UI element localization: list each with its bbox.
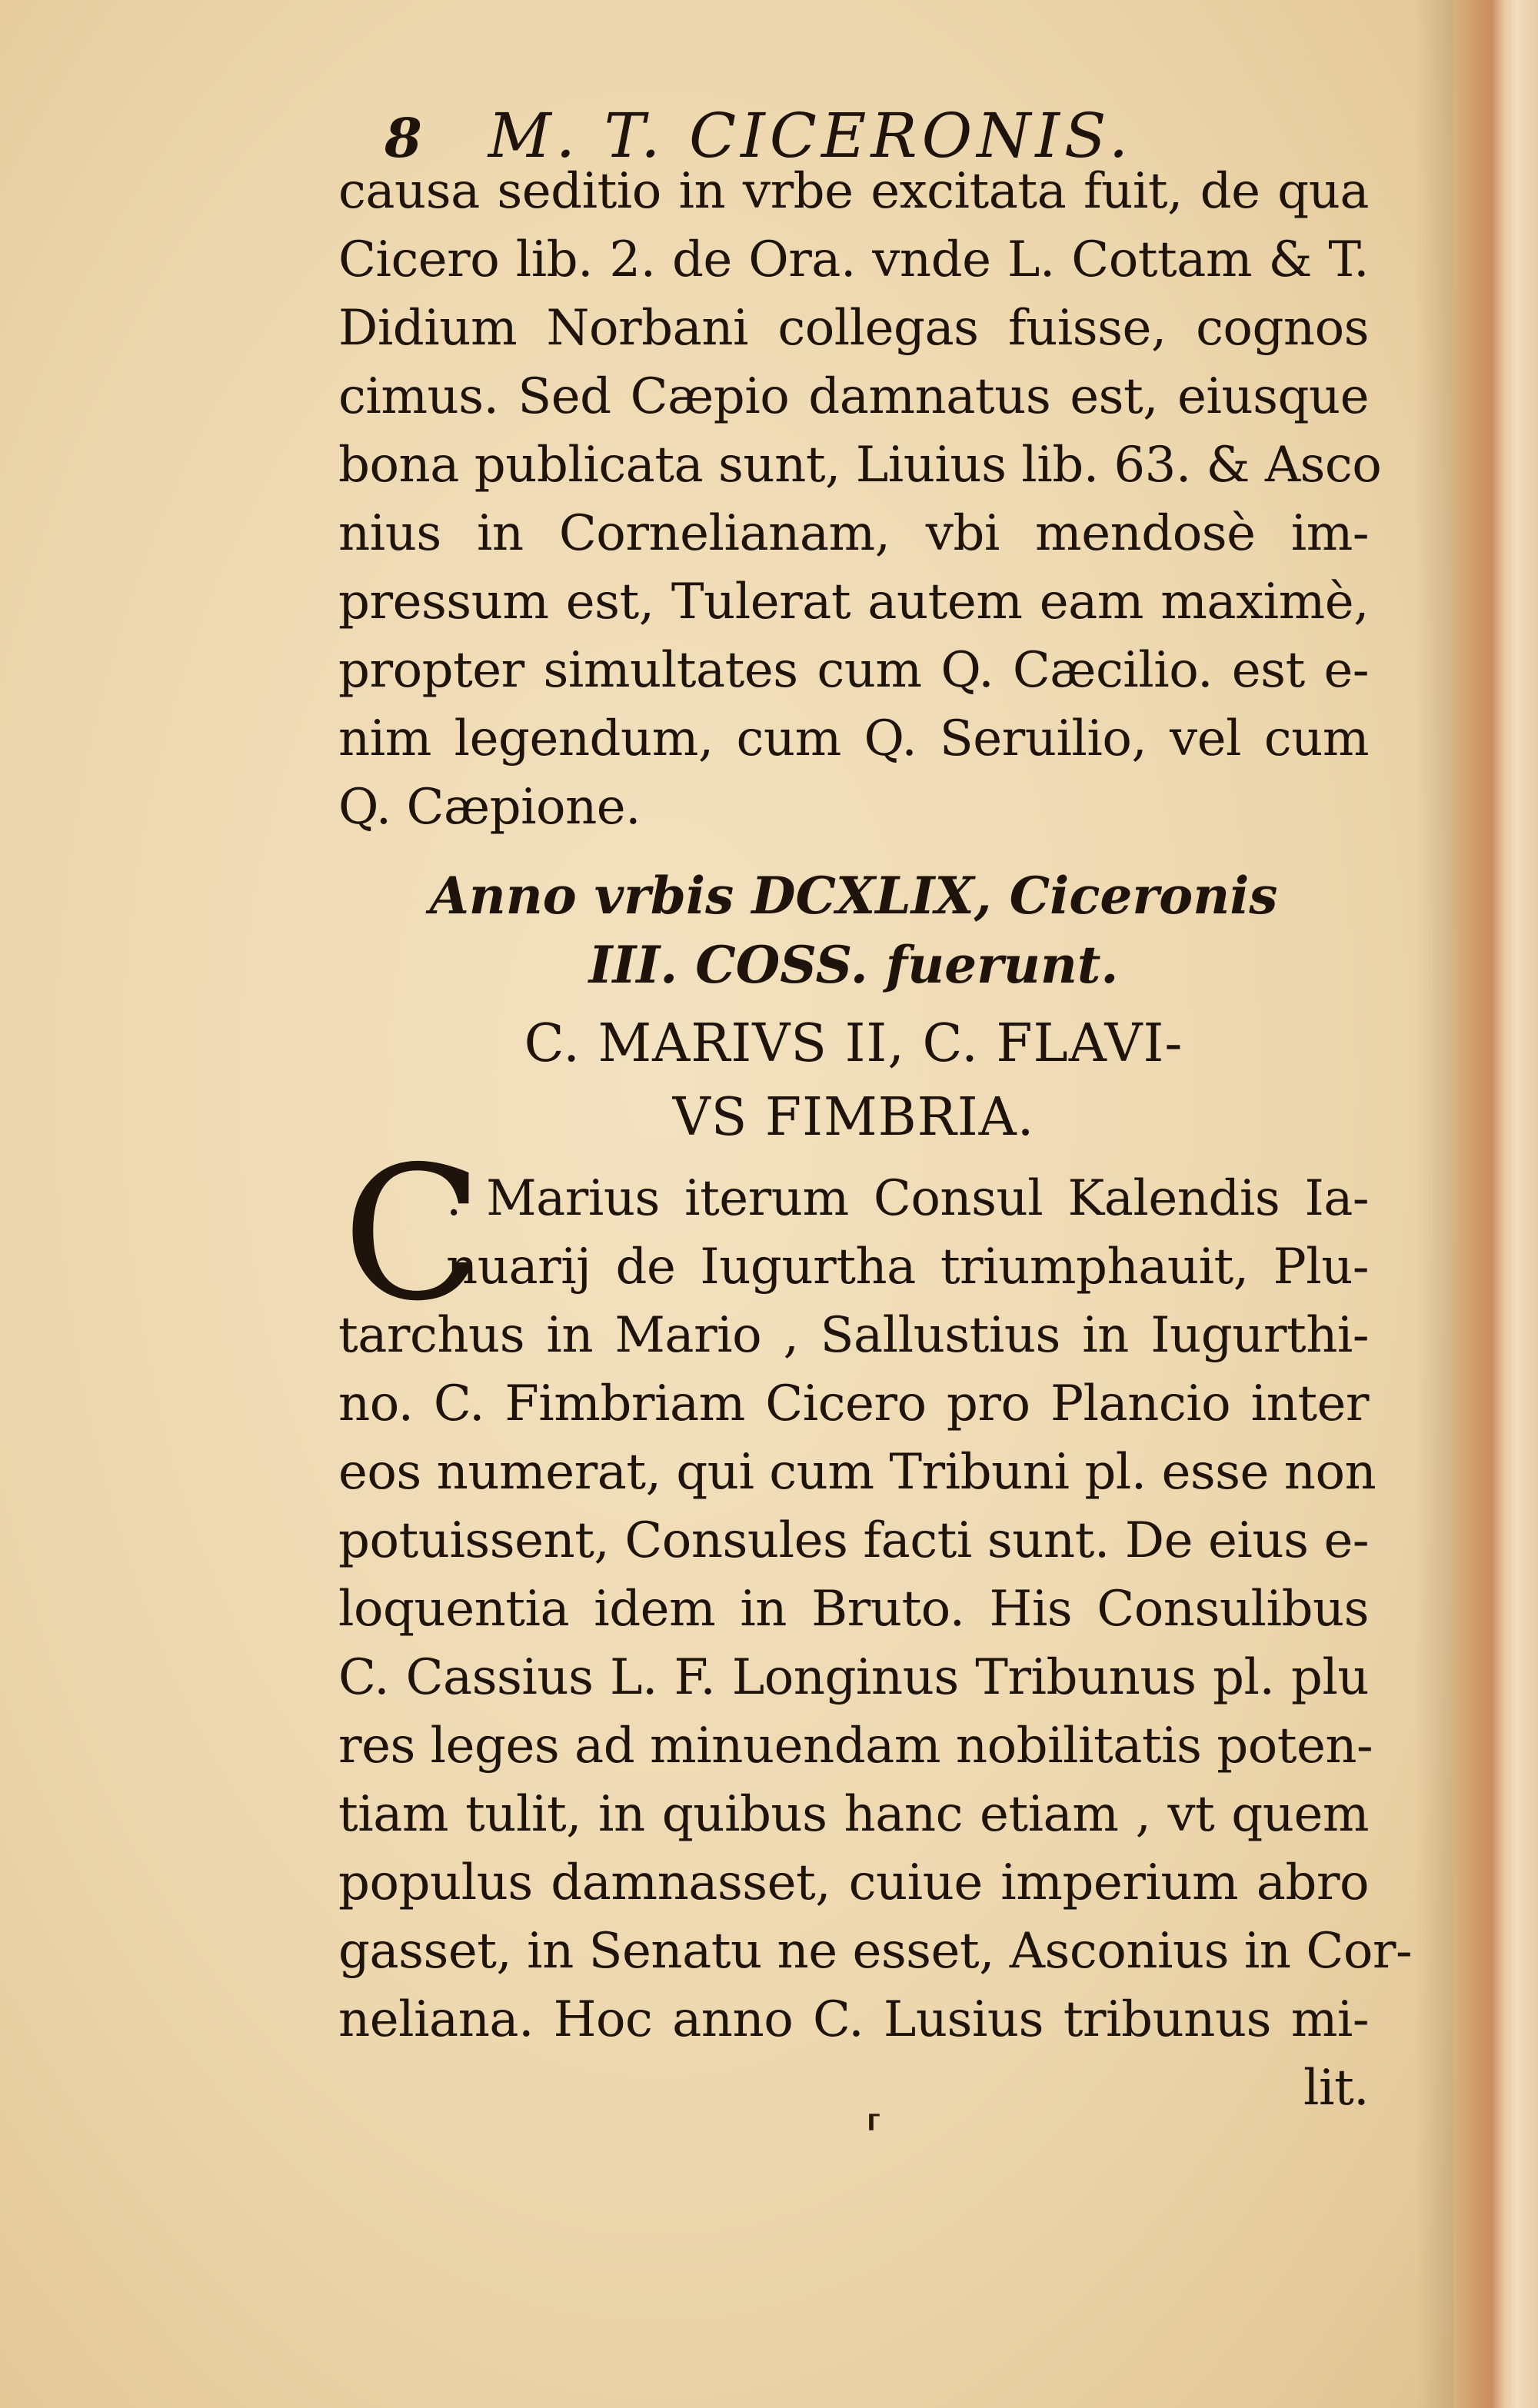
text-line: bona publicata sunt, Liuius lib. 63. & Asco <box>338 437 1382 494</box>
text-line: no. C. Fimbriam Cicero pro Plancio inter <box>338 1375 1369 1432</box>
running-title: M. T. CICERONIS. <box>488 100 1134 171</box>
text-line: nuarij de Iugurtha triumphauit, Plu- <box>446 1239 1369 1295</box>
text-line: tiam tulit, in quibus hanc etiam , vt quem <box>338 1786 1369 1843</box>
text-line: gasset, in Senatu ne esset, Asconius in Cor- <box>338 1923 1413 1980</box>
text-line: neliana. Hoc anno C. Lusius tribunus mi- <box>338 1991 1369 2048</box>
text-line: nius in Cornelianam, vbi mendosè im- <box>338 505 1369 562</box>
catchword: lit. <box>1303 2060 1369 2117</box>
paragraph-2 <box>338 1165 1413 2123</box>
ink-mark-icon: ⸢ <box>865 2107 884 2160</box>
text-line: tarchus in Mario , Sallustius in Iugurthi- <box>338 1307 1369 1364</box>
drop-cap: C <box>342 1126 484 1342</box>
consuls-title-line: C. MARIVS II, C. FLAVI- <box>524 1013 1183 1074</box>
text-line: Q. Cæpione. <box>338 779 641 836</box>
text-line: causa seditio in vrbe excitata fuit, de qua <box>338 163 1369 220</box>
consuls-title-line: VS FIMBRIA. <box>672 1087 1035 1148</box>
text-line: pressum est, Tulerat autem eam maximè, <box>338 574 1369 630</box>
text-line: Didium Norbani collegas fuisse, cognos <box>338 300 1369 357</box>
page-edge <box>1453 0 1538 2408</box>
year-heading-line: III. COSS. fuerunt. <box>588 935 1119 995</box>
text-line: . Marius iterum Consul Kalendis Ia- <box>446 1170 1369 1227</box>
text-line: cimus. Sed Cæpio damnatus est, eiusque <box>338 368 1369 425</box>
text-line: potuissent, Consules facti sunt. De eius e- <box>338 1512 1369 1569</box>
text-line: Cicero lib. 2. de Ora. vnde L. Cottam & T. <box>338 231 1369 288</box>
year-heading <box>338 861 1369 999</box>
text-line: C. Cassius L. F. Longinus Tribunus pl. plu <box>338 1649 1369 1706</box>
text-line: eos numerat, qui cum Tribuni pl. esse non <box>338 1444 1377 1501</box>
text-line: propter simultates cum Q. Cæcilio. est e- <box>338 642 1369 699</box>
year-heading-line: Anno vrbis DCXLIX, Ciceronis <box>429 866 1278 926</box>
text-line: loquentia idem in Bruto. His Consulibus <box>338 1581 1369 1638</box>
consuls-title <box>338 1007 1369 1155</box>
text-line: nim legendum, cum Q. Seruilio, vel cum <box>338 710 1369 767</box>
paragraph-1 <box>338 158 1382 842</box>
page-number: 8 <box>384 106 427 170</box>
text-line: res leges ad minuendam nobilitatis poten- <box>338 1718 1373 1774</box>
text-line: populus damnasset, cuiue imperium abro <box>338 1854 1369 1911</box>
